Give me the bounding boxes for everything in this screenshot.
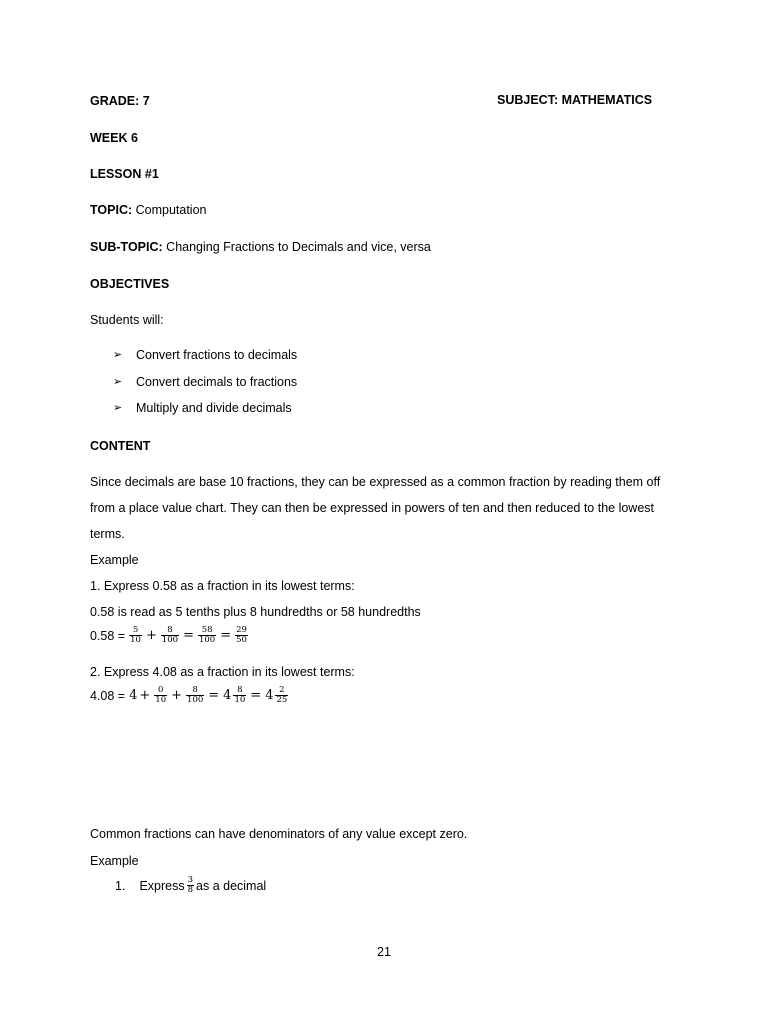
example-2-equation	[90, 686, 290, 705]
content-paragraph-line: terms.	[90, 527, 125, 541]
list-number: 1.	[115, 878, 126, 893]
example-1-equation	[90, 626, 250, 645]
page-number: 21	[377, 945, 391, 959]
equation-lead: 0.58 =	[90, 628, 126, 643]
operator: +	[139, 688, 151, 703]
objective-bullet-icon: ➢	[113, 376, 123, 388]
example-label: Example	[90, 553, 139, 567]
example-3-post: as a decimal	[196, 878, 267, 893]
operator: =	[250, 688, 262, 703]
fraction: $\frac{29}{50}$	[236, 625, 247, 645]
objective-item: Convert fractions to decimals	[136, 348, 298, 362]
whole-number: 4	[223, 688, 232, 703]
fraction: $\frac{3}{8}$	[187, 875, 194, 895]
operator: =	[220, 628, 232, 643]
content-paragraph-2: Common fractions can have denominators of any value except zero.	[90, 827, 468, 841]
content-paragraph-line: from a place value chart. They can then be expressed in powers of ten and then reduced to the lowest	[90, 501, 655, 515]
operator: +	[145, 628, 157, 643]
operator: =	[183, 628, 194, 643]
week-label: WEEK 6	[90, 131, 138, 145]
example-3-line	[115, 876, 266, 895]
objective-item: Multiply and divide decimals	[136, 401, 292, 415]
objectives-intro: Students will:	[90, 313, 164, 327]
topic-label: TOPIC:	[90, 203, 133, 217]
whole-number: 4	[265, 688, 274, 703]
objectives-heading: OBJECTIVES	[90, 277, 170, 291]
topic-line	[90, 202, 207, 218]
subject-label: SUBJECT: MATHEMATICS	[497, 93, 653, 107]
example-2-label: Example	[90, 854, 139, 868]
fraction: $\frac{8}{100}$	[161, 625, 179, 645]
fraction: $\frac{0}{10}$	[155, 685, 167, 705]
lesson-label: LESSON #1	[90, 167, 159, 181]
fraction: $\frac{58}{100}$	[198, 625, 216, 645]
grade-label: GRADE: 7	[90, 94, 150, 108]
subtopic-label: SUB-TOPIC:	[90, 240, 163, 254]
example-3-pre: Express	[139, 878, 185, 893]
fraction: $\frac{8}{100}$	[187, 685, 204, 705]
topic-value: Computation	[132, 203, 207, 217]
whole-number: 4	[129, 688, 138, 703]
fraction: $\frac{8}{10}$	[234, 685, 246, 705]
content-heading: CONTENT	[90, 439, 151, 453]
fraction: $\frac{5}{10}$	[130, 625, 141, 645]
operator: +	[171, 688, 183, 703]
example-2-title: 2. Express 4.08 as a fraction in its lowest terms:	[90, 665, 355, 679]
objective-bullet-icon: ➢	[113, 349, 123, 361]
objective-bullet-icon: ➢	[113, 402, 123, 414]
operator: =	[208, 688, 220, 703]
example-1-title: 1. Express 0.58 as a fraction in its lowest terms:	[90, 579, 355, 593]
example-1-reading: 0.58 is read as 5 tenths plus 8 hundredths or 58 hundredths	[90, 605, 421, 619]
objective-item: Convert decimals to fractions	[136, 375, 298, 389]
subtopic-value: Changing Fractions to Decimals and vice, versa	[162, 240, 431, 254]
content-paragraph-line: Since decimals are base 10 fractions, they can be expressed as a common fraction by reading them off	[90, 475, 661, 489]
subtopic-line	[90, 239, 431, 255]
fraction: $\frac{2}{25}$	[276, 685, 288, 705]
equation-lead: 4.08 =	[90, 688, 126, 703]
